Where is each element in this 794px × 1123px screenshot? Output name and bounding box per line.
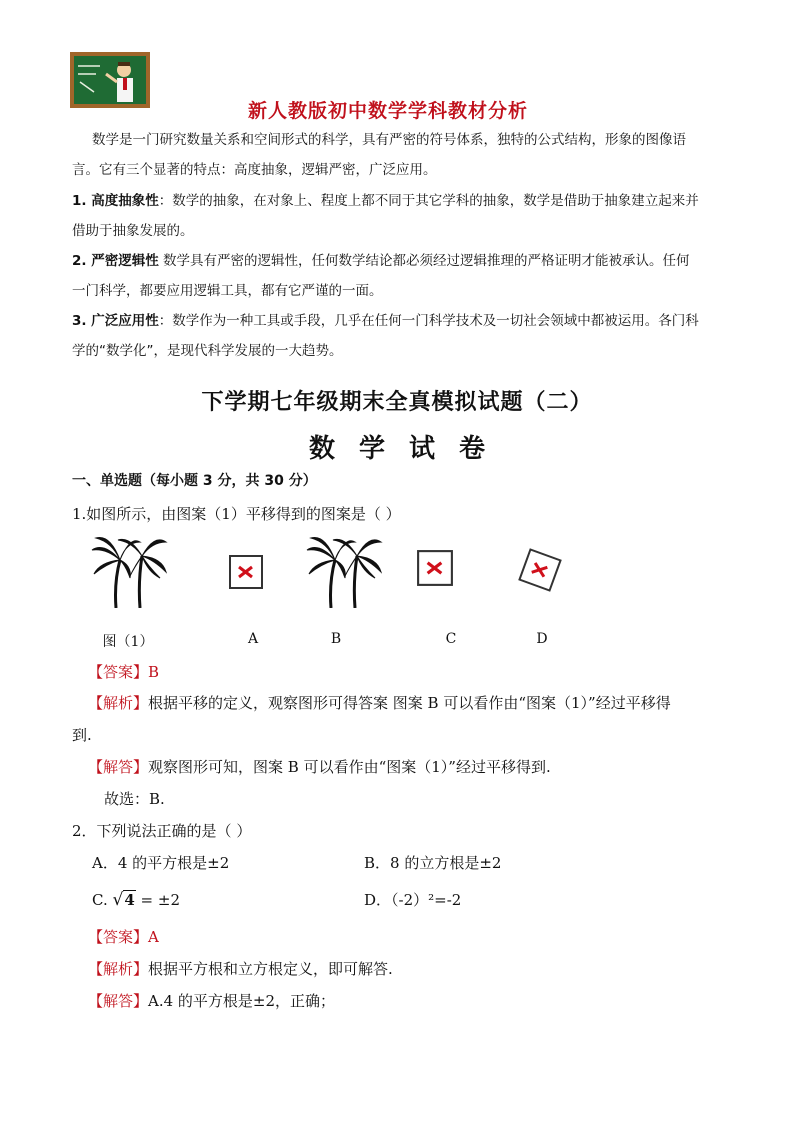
q2-option-b: B．8 的立方根是±2 xyxy=(364,854,502,872)
analysis-tag: 【解析】 xyxy=(88,960,149,978)
point-2-heading: 2. 严密逻辑性 xyxy=(72,253,159,269)
point-3-line-1 xyxy=(72,306,699,336)
point-2-text: 数学具有严密的逻辑性，任何数学结论都必须经过逻辑推理的严格证明才能被承认。任何 xyxy=(158,253,690,269)
point-2-line-2: 一门科学，都要应用逻辑工具，都有它严谨的一面。 xyxy=(72,283,383,299)
radicand: 4 xyxy=(124,891,135,909)
point-1-text: ：数学的抽象，在对象上、程度上都不同于其它学科的抽象，数学是借助于抽象建立起来并 xyxy=(158,193,699,209)
point-1-line-1 xyxy=(72,186,699,216)
intro-line-2: 言。它有三个显著的特点：高度抽象，逻辑严密，广泛应用。 xyxy=(72,162,437,178)
solution-text: 观察图形可知，图案 B 可以看作由“图案（1）”经过平移得到. xyxy=(148,758,551,776)
boxed-x-icon xyxy=(416,549,454,587)
palm-tree-icon xyxy=(302,532,386,608)
option-c-suffix: = ±2 xyxy=(135,891,180,909)
exam-subtitle: 数学试卷 xyxy=(308,434,509,464)
section-heading: 一、单选题（每小题 3 分，共 30 分） xyxy=(72,473,317,489)
point-3-heading: 3. 广泛应用性 xyxy=(72,313,159,329)
answer-tag: 【答案】 xyxy=(88,928,149,946)
label-d: D xyxy=(536,631,548,647)
boxed-x-icon xyxy=(228,554,264,590)
q2-option-c xyxy=(92,889,180,911)
q1-solution xyxy=(88,756,551,778)
point-3-line-2: 学的“数学化”，是现代科学发展的一大趋势。 xyxy=(72,343,343,359)
point-1-heading: 1. 高度抽象性 xyxy=(72,193,159,209)
option-b-figure xyxy=(302,532,386,608)
q2-answer xyxy=(88,926,159,948)
label-a: A xyxy=(247,631,259,647)
chalkboard-icon xyxy=(70,52,150,108)
q1-analysis-line-2: 到. xyxy=(72,726,92,744)
figure-1-palm-trees xyxy=(90,532,168,608)
answer-tag: 【答案】 xyxy=(88,663,149,681)
question-1-stem: 1.如图所示，由图案（1）平移得到的图案是（ ） xyxy=(72,505,401,523)
point-1-line-2: 借助于抽象发展的。 xyxy=(72,223,194,239)
option-c-prefix: C. xyxy=(92,891,113,909)
teacher-chalkboard-illustration xyxy=(70,52,150,108)
point-3-text: ：数学作为一种工具或手段，几乎在任何一门科学技术及一切社会领域中都被运用。各门科 xyxy=(158,313,699,329)
sqrt-icon: √ xyxy=(112,890,124,910)
answer-value: B xyxy=(148,663,160,681)
analysis-text: 根据平移的定义，观察图形可得答案 图案 B 可以看作由“图案（1）”经过平移得 xyxy=(148,694,671,712)
rotated-boxed-x-icon xyxy=(518,548,562,592)
point-2-line-1 xyxy=(72,246,690,276)
q1-answer xyxy=(88,661,159,683)
q2-option-d: D．（-2）²=-2 xyxy=(364,891,462,909)
option-d-figure xyxy=(518,548,562,592)
q1-analysis-line-1 xyxy=(88,692,671,714)
q2-analysis xyxy=(88,958,393,980)
label-c: C xyxy=(445,631,457,647)
answer-value: A xyxy=(148,928,159,946)
analysis-text: 根据平方根和立方根定义，即可解答. xyxy=(148,960,393,978)
page-title: 新人教版初中数学学科教材分析 xyxy=(248,100,529,122)
question-2-stem: 2．下列说法正确的是（ ） xyxy=(72,822,252,840)
exam-title: 下学期七年级期末全真模拟试题（二） xyxy=(201,390,593,415)
analysis-tag: 【解析】 xyxy=(88,694,149,712)
option-c-figure xyxy=(416,549,454,587)
solution-tag: 【解答】 xyxy=(88,992,149,1010)
palm-tree-icon xyxy=(90,532,168,608)
solution-tag: 【解答】 xyxy=(88,758,149,776)
label-b: B xyxy=(330,631,342,647)
solution-text: A.4 的平方根是±2，正确； xyxy=(148,992,336,1010)
intro-line-1: 数学是一门研究数量关系和空间形式的科学，具有严密的符号体系，独特的公式结构，形象的图像语 xyxy=(92,132,686,148)
q2-solution xyxy=(88,990,335,1012)
label-figure-1: 图（1） xyxy=(102,634,154,650)
option-a-figure xyxy=(228,554,264,590)
q2-option-a: A．4 的平方根是±2 xyxy=(92,854,230,872)
q1-choose: 故选：B. xyxy=(104,790,165,808)
